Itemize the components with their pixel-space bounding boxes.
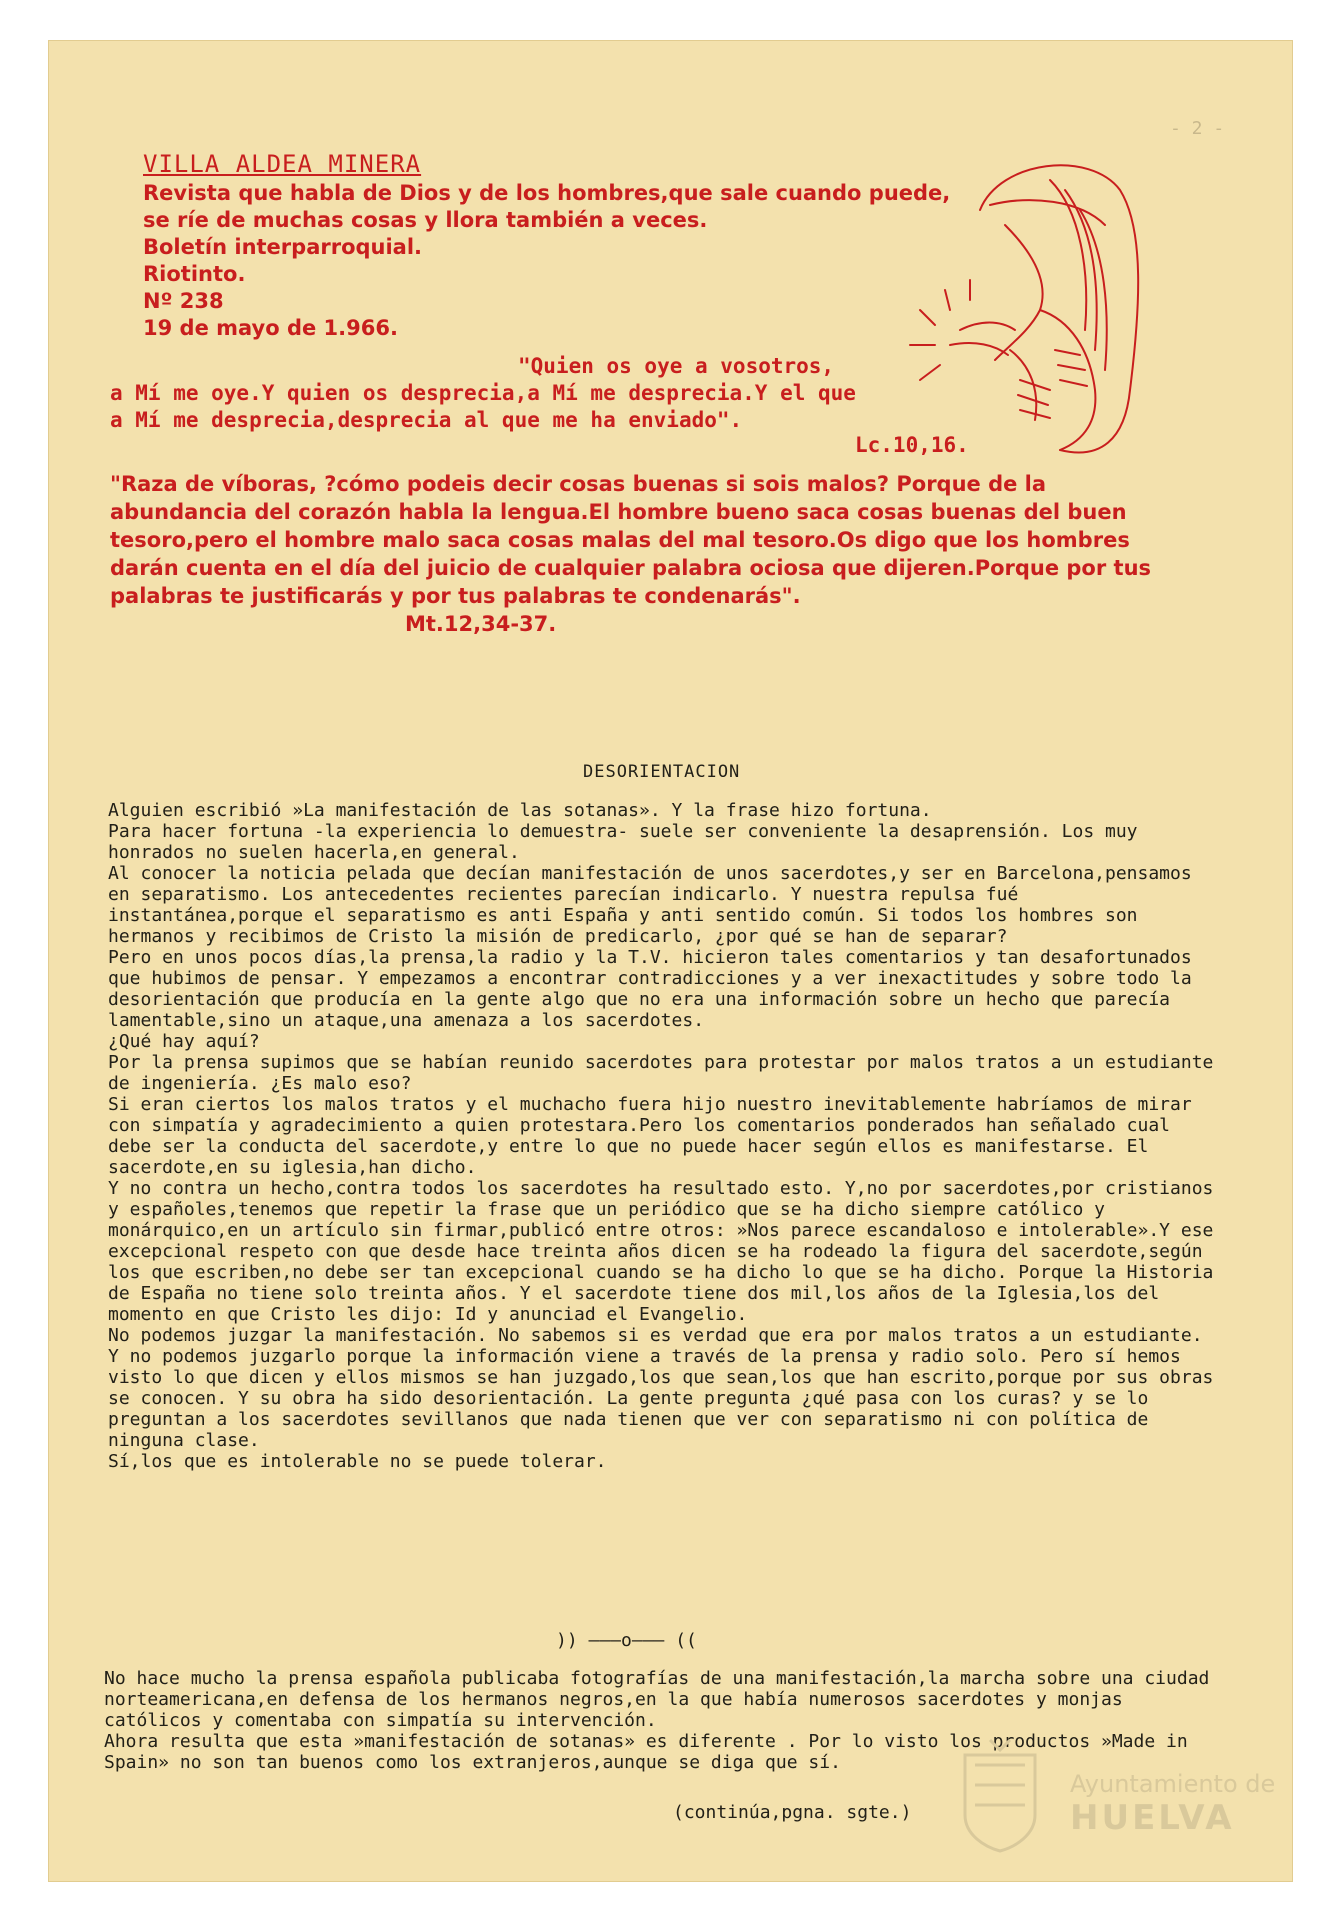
quote-line: a Mí me desprecia,desprecia al que me ha enviado". [110, 408, 743, 432]
city-crest-icon [955, 1735, 1045, 1855]
paragraph: ¿Qué hay aquí? [108, 1031, 260, 1052]
masthead-line: Boletín interparroquial. [143, 235, 423, 259]
watermark-bottom: HUELVA [1070, 1798, 1235, 1838]
archive-watermark [1070, 1770, 1275, 1838]
masthead-lines [143, 180, 950, 342]
quote-text: "Raza de víboras, ?cómo podeis decir cosas buenas si sois malos? Porque de la abundancia del corazón habla la lengua.El hombre bueno saca cosas buenas del buen tesoro,pero el hombre malo saca cosas malas del mal tesoro.Os digo que los hombres darán cuenta en el día del juicio de cualquier palabra ociosa que dijeren.Porque por tus palabras te justificarás y por tus palabras te condenarás". [110, 472, 1152, 608]
publication-title: VILLA ALDEA MINERA [143, 150, 422, 178]
preacher-illustration [890, 150, 1190, 470]
article-body [108, 800, 1218, 1472]
paragraph: Pero en unos pocos días,la prensa,la radio y la T.V. hicieron tales comentarios y tan desafortunados que hubimos de pensar. Y empezamos a encontrar contradicciones y a ver inexactitudes y sobre todo la desorientación que producía en la gente algo que no era una información sobre un hecho que parecía lamentable,sino un ataque,una amenaza a los sacerdotes. [108, 947, 1192, 1031]
quote-matthew [110, 470, 1160, 638]
paragraph: No hace mucho la prensa española publicaba fotografías de una manifestación,la marcha sobre una ciudad norteamericana,en defensa de los hermanos negros,en la que había numerosos sacerdotes y monjas católicos y comentaba con simpatía su intervención. [104, 1668, 1210, 1731]
page-number: - 2 - [1170, 118, 1225, 139]
continued-note: (continúa,pgna. sgte.) [673, 1802, 912, 1823]
paragraph: Alguien escribió »La manifestación de las sotanas». Y la frase hizo fortuna. [108, 800, 932, 821]
quote-line: "Quien os oye a vosotros, [518, 354, 835, 378]
masthead-line: Riotinto. [143, 262, 246, 286]
paragraph: No podemos juzgar la manifestación. No sabemos si es verdad que era por malos tratos a un estudiante. Y no podemos juzgarlo porque la información viene a través de la prensa y radio solo. Pero sí hemos visto lo que dicen y ellos mismos se han juzgado,los que sean,los que han escrito,porque por sus obras se conocen. Y su obra ha sido desorientación. La gente pregunta ¿qué pasa con los curas? y se lo preguntan a los sacerdotes sevillanos que nada tienen que ver con separatismo ni con política de ninguna clase. [108, 1325, 1214, 1451]
paragraph: Por la prensa supimos que se habían reunido sacerdotes para protestar por malos tratos a un estudiante de ingeniería. ¿Es malo eso? [108, 1052, 1214, 1094]
quote-reference: Mt.12,34-37. [405, 612, 557, 636]
article-heading: DESORIENTACION [583, 762, 741, 782]
masthead-line: se ríe de muchas cosas y llora también a veces. [143, 208, 708, 232]
quote-luke [110, 353, 969, 457]
paragraph: Si eran ciertos los malos tratos y el muchacho fuera hijo nuestro inevitablemente habríamos de mirar con simpatía y agradecimiento a quien protestara.Pero los comentarios ponderados han señalado cual debe ser la conducta del sacerdote,y entre lo que no puede hacer según ellos es manifestarse. El sacerdote,en su iglesia,han dicho. [108, 1094, 1192, 1178]
quote-line: a Mí me oye.Y quien os desprecia,a Mí me desprecia.Y el que [110, 381, 856, 405]
paragraph: Para hacer fortuna -la experiencia lo demuestra- suele ser conveniente la desaprensión. Los muy honrados no suelen hacerla,en general. [108, 821, 1138, 863]
paragraph: Al conocer la noticia pelada que decían manifestación de unos sacerdotes,y ser en Barcelona,pensamos en separatismo. Los antecedentes recientes parecían indicarlo. Y nuestra repulsa fué instantánea,porque el separatismo es anti España y anti sentido común. Si todos los hombres son hermanos y recibimos de Cristo la misión de predicarlo, ¿por qué se han de separar? [108, 863, 1192, 947]
paragraph: Sí,los que es intolerable no se puede tolerar. [108, 1451, 607, 1472]
watermark-top: Ayuntamiento de [1070, 1770, 1276, 1798]
quote-reference: Lc.10,16. [855, 433, 969, 457]
paragraph: Y no contra un hecho,contra todos los sacerdotes ha resultado esto. Y,no por sacerdotes,por cristianos y españoles,tenemos que repetir la frase que un periódico que se ha dicho siempre católico y monárquico,en un artículo sin firmar,publicó entre otros: »Nos parece escandaloso e intolerable».Y ese excepcional respeto con que desde hace treinta años dicen se ha rodeado la figura del sacerdote,según los que escriben,no debe ser tan excepcional cuando se ha dicho lo que se ha dicho. Porque la Historia de España no tiene solo treinta años. Y el sacerdote tiene dos mil,los años de la Iglesia,los del momento en que Cristo les dijo: Id y anunciad el Evangelio. [108, 1178, 1214, 1325]
masthead-line: Nº 238 [143, 289, 224, 313]
masthead-line: Revista que habla de Dios y de los hombres,que sale cuando puede, [143, 181, 951, 205]
section-divider: )) ———o——— (( [556, 1630, 697, 1651]
paragraph: Ahora resulta que esta »manifestación de sotanas» es diferente . Por lo visto los productos »Made in Spain» no son tan buenos como los extranjeros,aunque se diga que sí. [104, 1731, 1188, 1773]
masthead-date: 19 de mayo de 1.966. [143, 316, 398, 340]
article-body-continued [104, 1668, 1224, 1773]
